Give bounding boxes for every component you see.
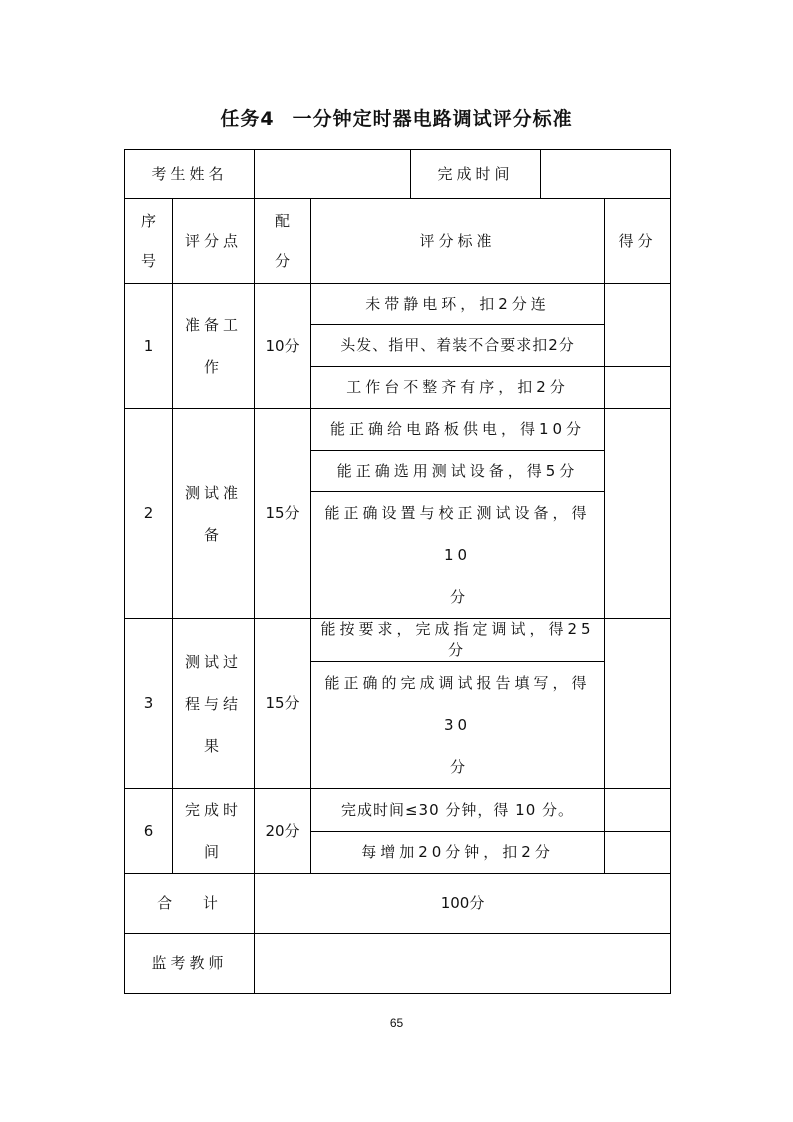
row3-criterion-2 (311, 662, 605, 789)
row4-point-line2: 间 (204, 843, 224, 861)
row4-score: 20分 (255, 789, 311, 874)
row4-point-line1: 完成时 (185, 801, 243, 819)
row4-got-a[interactable] (605, 789, 671, 832)
row2-criterion-3 (311, 492, 605, 619)
page-number: 65 (389, 1016, 404, 1030)
row3-seq: 3 (125, 619, 173, 789)
row1-criterion-1: 未带静电环，扣2分连 (311, 284, 605, 325)
row3-point (173, 619, 255, 789)
row1-criterion-3: 工作台不整齐有序，扣2分 (311, 367, 605, 409)
row1-point-line2: 作 (204, 358, 224, 376)
row1-score: 10分 (255, 284, 311, 409)
row2-point-line2: 备 (204, 525, 224, 544)
row2-seq: 2 (125, 409, 173, 619)
scoring-table (124, 149, 671, 994)
row2-criterion-1: 能正确给电路板供电，得10分 (311, 409, 605, 451)
row4-got-b[interactable] (605, 832, 671, 874)
completion-time-label: 完成时间 (411, 150, 541, 199)
row4-seq: 6 (125, 789, 173, 874)
row2-criterion-2: 能正确选用测试设备，得5分 (311, 451, 605, 492)
total-value: 100分 (255, 874, 671, 934)
col-point-header: 评分点 (173, 199, 255, 284)
col-seq-header (125, 199, 173, 284)
row3-got[interactable] (605, 619, 671, 789)
row3-criterion-2-line2: 分 (450, 758, 466, 776)
row1-criterion-2: 头发、指甲、着装不合要求扣2分 (311, 325, 605, 367)
row3-criterion-1: 能按要求，完成指定调试，得25分 (311, 619, 605, 662)
examinee-name-field[interactable] (255, 150, 411, 199)
row2-score: 15分 (255, 409, 311, 619)
supervisor-field[interactable] (255, 934, 671, 994)
col-standard-header: 评分标准 (311, 199, 605, 284)
task-name: 一分钟定时器电路调试评分标准 (292, 108, 573, 130)
row1-got-a[interactable] (605, 284, 671, 367)
row4-point (173, 789, 255, 874)
row2-criterion-3-line2: 分 (450, 588, 466, 606)
row2-point-line1: 测试准 (185, 483, 243, 502)
row4-criterion-2: 每增加20分钟，扣2分 (311, 832, 605, 874)
col-seq-char-1: 序 (140, 212, 156, 230)
row1-point-line1: 准备工 (185, 316, 243, 334)
col-seq-char-2: 号 (140, 252, 156, 270)
row3-score: 15分 (255, 619, 311, 789)
row2-got[interactable] (605, 409, 671, 619)
col-got-header: 得分 (605, 199, 671, 284)
completion-time-field[interactable] (541, 150, 671, 199)
examinee-name-label: 考生姓名 (125, 150, 255, 199)
row3-point-line3: 果 (204, 736, 224, 755)
row1-got-b[interactable] (605, 367, 671, 409)
total-label: 合 计 (125, 874, 255, 934)
row1-seq: 1 (125, 284, 173, 409)
row2-point (173, 409, 255, 619)
col-score-char-2: 分 (275, 252, 291, 270)
task-number: 任务4 (220, 108, 275, 130)
row3-criterion-2-line1: 能正确的完成调试报告填写，得30 (324, 674, 591, 734)
col-score-char-1: 配 (275, 212, 291, 230)
row3-point-line1: 测试过 (185, 652, 243, 671)
col-score-header (255, 199, 311, 284)
row3-point-line2: 程与结 (185, 694, 243, 713)
row4-criterion-1: 完成时间≤30 分钟，得 10 分。 (311, 789, 605, 832)
row2-criterion-3-line1: 能正确设置与校正测试设备，得10 (324, 504, 591, 564)
row1-point (173, 284, 255, 409)
supervisor-label: 监考教师 (125, 934, 255, 994)
page-title (0, 104, 793, 131)
